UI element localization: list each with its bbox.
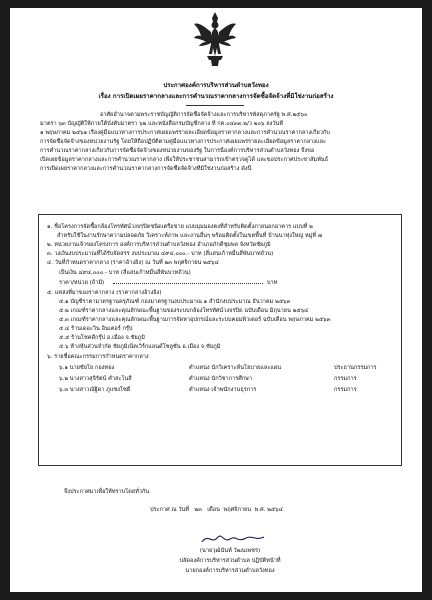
details-box — [38, 214, 402, 466]
item-3: ๓. วงเงินงบประมาณที่ได้รับจัดสรร งบประมาณ ๔๙๔,๐๐๐.- บาท (สี่แสนเก้าหมื่นสี่พันบาทถ้วน) — [47, 251, 274, 257]
document-page — [10, 8, 422, 592]
garuda-emblem-icon — [192, 10, 238, 68]
committee-member-position: ตำแหน่ง นักวิเคราะห์นโยบายและแผน — [189, 365, 282, 371]
date-year: พ.ศ. ๒๕๖๔ — [254, 507, 283, 513]
signer-title-1: ปลัดองค์การบริหารส่วนตำบล ปฏิบัติหน้าที่ — [179, 558, 281, 564]
committee-member-role: ประธานกรรมการ — [334, 365, 377, 371]
item-5: ๕. แหล่งที่มาของราคากลาง (ราคากลางอ้างอิง) — [47, 290, 162, 296]
document-header — [10, 80, 422, 102]
committee-member-position: ตำแหน่ง เจ้าพนักงานธุรการ — [189, 387, 257, 393]
item-1-line-2: สำหรับใช้ในงานรักษาความปลอดภัย วิเคราะห์ภาพ และงานอื่นๆ พร้อมติดตั้งในเขตพื้นที่ บ้านนาหุ่งใหญ่ หมู่ที่ ๗ — [57, 233, 323, 239]
item-5-4: ๕.๔ ร้านเดอะวิน อินเตอร์ กรุ๊ป — [59, 326, 133, 332]
committee-member-role: กรรมการ — [334, 376, 357, 382]
committee-member-name: ๖.๒ นางสาวสุจิรัตน์ คำสะโนสี — [59, 376, 132, 382]
date-prefix: ประกาศ ณ วันที่ — [150, 507, 190, 513]
item-1-line-1: ๑. ชื่อโครงการจัดซื้อกล้องโทรทัศน์วงจรปิดชนิดเครือข่าย แบบมุมมองคงที่สำหรับติดตั้งภายนอกอาคาร แบบที่ ๒ — [47, 224, 313, 230]
announcement-text: จึงประกาศมาเพื่อให้ทราบโดยทั่วกัน — [64, 489, 150, 495]
signer-title-2: นายกองค์การบริหารส่วนตำบลวังทอง — [185, 568, 275, 574]
intro-line: การเปิดเผยราคากลางและการคำนวณราคากลางการจัดซื้อจัดจ้างที่มิใช่งานก่อสร้าง ดังนี้ — [40, 166, 252, 172]
header-divider — [186, 105, 244, 106]
intro-line: มาตรา ๖๓ บัญญัติให้ภายใต้บังคับมาตรา ๖๒ และหนังสือกรมบัญชีกลาง ที่ กค.๐๔๓๓.๒/ว ๒๐๖ ลงวันที่ — [40, 121, 284, 127]
announce-date — [150, 506, 283, 515]
intro-line: เปิดเผยข้อมูลราคากลางและการคำนวณราคากลาง เพื่อให้ประชาชนสามารถเข้าตรวจดูได้ และขอประกาศประชาสัมพันธ์ — [40, 157, 329, 163]
header-subject: เรื่อง การเปิดเผยราคากลางและการคำนวณราคากลางการจัดซื้อจัดจ้างที่มิใช่งานก่อสร้าง — [98, 93, 334, 100]
item-4-unit-price-unit: บาท — [267, 280, 278, 286]
signer-name: (นายวุฒินันท์ วัฒนเพชร) — [199, 548, 261, 554]
item-4: ๔. วันที่กำหนดราคากลาง (ราคาอ้างอิง) ณ วันที่ ๒๓ พฤศจิกายน ๒๕๖๔ — [47, 260, 219, 266]
handwritten-signature — [198, 531, 268, 547]
committee-member-role: กรรมการ — [334, 387, 357, 393]
item-5-5: ๕.๕ ร้านโชคดีกรุ๊ป อ.เมือง จ.ชัยภูมิ — [59, 335, 145, 341]
unit-price-blank — [113, 283, 263, 284]
intro-line: การคำนวณราคากลางเกี่ยวกับการจัดซื้อจัดจ้างของหน่วยงานของรัฐ ในการนี้องค์การบริหารส่วนตำบลวังทอง จึงขอ — [40, 148, 315, 154]
item-6: ๖. รายชื่อคณะกรรมการกำหนดราคากลาง — [47, 354, 149, 360]
intro-line: การจัดซื้อจัดจ้างของหน่วยงานรัฐ โดยให้ถือปฏิบัติตามคู่มือแนวทางการประกาศเผยแพร่รายละเอียดข้อมูลราคากลางและ — [40, 139, 327, 145]
item-4-unit-price-label: ราคา/หน่วย (ถ้ามี) — [59, 280, 105, 286]
item-5-6: ๕.๖ ห้างหุ้นส่วนจำกัด ชัยภูมิเน็ตเวิร์กแอนด์โซลูชั่น อ.เมือง จ.ชัยภูมิ — [59, 344, 221, 350]
date-month: พฤศจิกายน — [223, 507, 252, 513]
item-5-1: ๕.๑ บัญชีราคามาตรฐานครุภัณฑ์ กองมาตรฐานงบประมาณ ๑ สำนักงบประมาณ ธันวาคม ๒๕๖๓ — [59, 299, 291, 305]
date-day: ๒๓ — [194, 507, 202, 513]
intro-paragraph — [40, 111, 400, 174]
committee-member-position: ตำแหน่ง นักวิชาการศึกษา — [189, 376, 252, 382]
committee-member-name: ๖.๓ นางสาวณัฐิดา ภูแซงโซดี — [59, 387, 131, 393]
intro-line: อาศัยอำนาจตามพระราชบัญญัติการจัดซื้อจัดจ้างและการบริหารพัสดุภาครัฐ พ.ศ.๒๕๖๐ — [100, 112, 308, 118]
item-4-amount: เป็นเงิน ๔๙๔,๐๐๐.- บาท (สี่แสนเก้าหมื่นสี่พันบาทถ้วน) — [59, 270, 191, 276]
intro-line: ๑ พฤษภาคม ๒๕๖๑ เรื่องคู่มือแนวทางการประกาศเผยแพร่รายละเอียดข้อมูลราคากลางและการคำนวณราคากลางเกี่ยวกับ — [40, 130, 330, 136]
item-5-3: ๕.๓ เกณฑ์ราคากลางและคุณลักษณะพื้นฐานการจัดหาอุปกรณ์และระบบคอมพิวเตอร์ ฉบับเดือน พฤษภาคม ๒๕๖๓ — [59, 317, 331, 323]
header-title: ประกาศองค์การบริหารส่วนตำบลวังทอง — [163, 82, 269, 89]
date-month-label: เดือน — [207, 507, 220, 513]
committee-member-name: ๖.๑ นายชัยโย กองทอง — [59, 365, 115, 371]
item-5-2: ๕.๒ เกณฑ์ราคากลางและคุณลักษณะพื้นฐานของระบบกล้องโทรทัศน์วงจรปิด ฉบับเดือน มิถุนายน ๒๕๖๔ — [59, 308, 309, 314]
item-2: ๒. หน่วยงานเจ้าของโครงการ องค์การบริหารส่วนตำบลวังทอง อำเภอภักดีชุมพล จังหวัดชัยภูมิ — [47, 242, 271, 248]
